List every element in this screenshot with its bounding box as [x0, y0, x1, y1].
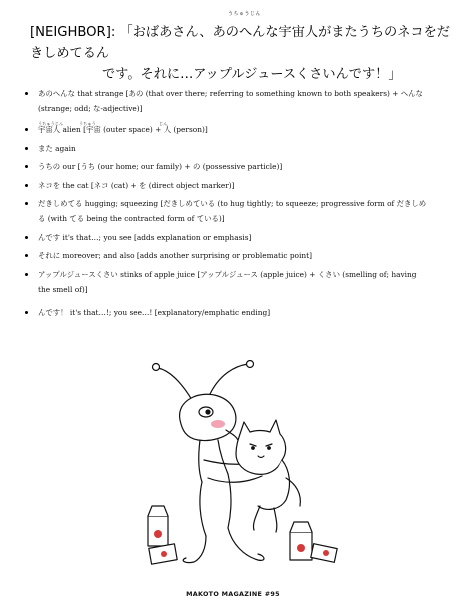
bullet-icon: [25, 311, 28, 314]
vocabulary-list: [22, 88, 452, 325]
alien-hugging-cat-illustration: [140, 360, 340, 570]
vocab-entry-continuation: る (with てる being the contracted form of ている)]: [38, 214, 225, 223]
list-item: [22, 180, 452, 191]
vocab-entry-text: うちの our [うち (our home; our family) + の (possessive particle)]: [38, 162, 283, 171]
magazine-footer: MAKOTO MAGAZINE #95: [186, 590, 280, 598]
vocab-entry-continuation: the smell of)]: [38, 284, 88, 294]
ruby-text: うちゅう: [79, 121, 96, 126]
vocab-entry-text: また again: [38, 143, 76, 153]
vocab-entry-text: それに moreover; and also [adds another surprising or problematic point]: [38, 251, 312, 260]
bullet-icon: [25, 147, 28, 150]
vocab-entry-text: んです it's that…; you see [adds explanation or emphasis]: [38, 232, 252, 242]
bullet-icon: [25, 202, 28, 205]
bullet-icon: [25, 254, 28, 257]
vocab-entry-text: アップルジュースくさい stinks of apple juice [アップルジュース (apple juice) + くさい (smelling of; having: [38, 269, 417, 279]
vocab-entry-text: だきしめてる hugging; squeezing [だきしめている (to hug tightly; to squeeze; progressive form of だきしめ: [38, 199, 427, 208]
list-item: [22, 232, 452, 243]
bullet-icon: [25, 184, 28, 187]
ruby-text: じん: [159, 121, 168, 126]
ruby-text: うちゅうじん: [38, 121, 64, 126]
headline-line-2: です。それに…アップルジュースくさいんです！」: [102, 67, 402, 82]
list-item: [22, 307, 452, 318]
list-item: [22, 161, 452, 172]
headline-furigana: うちゅうじん: [228, 11, 262, 17]
list-item: [22, 88, 452, 114]
list-item: [22, 250, 452, 261]
vocab-entry-text: ネコを the cat [ネコ (cat) + を (direct object marker)]: [38, 180, 235, 190]
bullet-icon: [25, 236, 28, 239]
list-item: [22, 198, 452, 224]
list-item: [22, 121, 452, 135]
list-item: [22, 269, 452, 295]
bullet-icon: [25, 165, 28, 168]
vocab-entry-continuation: (strange; odd; な-adjective)]: [38, 104, 143, 113]
vocab-entry-text: 宇宙人 alien [宇宙 (outer space) + 人 (person)]: [38, 125, 208, 134]
bullet-icon: [25, 128, 28, 131]
headline-line-1: [NEIGHBOR]: 「おばあさん、あのへんな宇宙人がまたうちのネコをだきしめてるん: [30, 25, 450, 61]
list-item: [22, 143, 452, 154]
vocab-entry-text: んです！ it's that…!; you see…! [explanatory/emphatic ending]: [38, 307, 271, 317]
bullet-icon: [25, 92, 28, 95]
dialogue-headline: [30, 22, 450, 85]
vocab-entry-text: あのへんな that strange [あの (that over there; referring to something known to both speakers) + へんな: [38, 89, 423, 98]
bullet-icon: [25, 273, 28, 276]
